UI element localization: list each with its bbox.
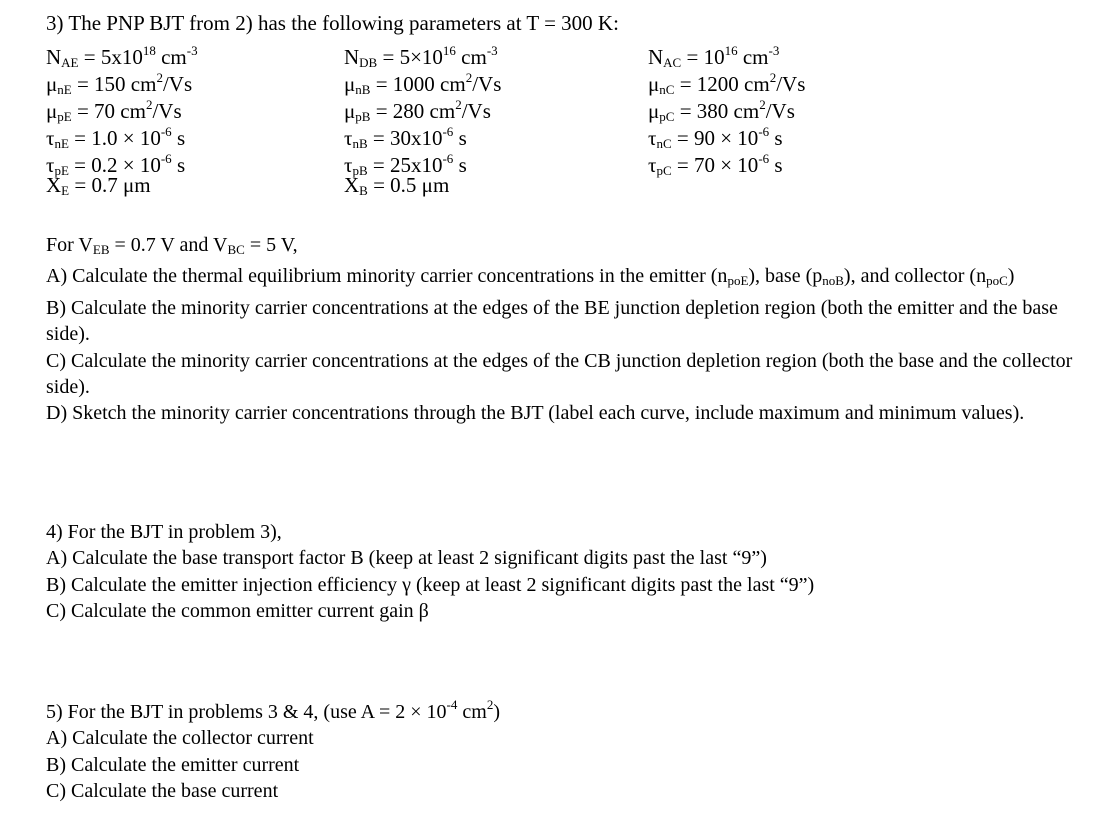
param-mupb: $\mu_{pB} = 280$ $cm^2/Vs$ <box>344 97 491 124</box>
problem3-part-c: C) Calculate the minority carrier concentrations at the edges of the CB junction depletion region (both the base and the collector side). <box>46 349 1073 399</box>
param-taupb: $\tau_{pB} = 25x10^{-6}$ s <box>344 151 467 178</box>
problem4-part-b: B) Calculate the emitter injection efficiency γ (keep at least 2 significant digits past the last “9”) <box>46 573 815 596</box>
param-xe: $X_E = 0.7$ μm <box>46 173 151 198</box>
problem5-part-b: B) Calculate the emitter current <box>46 753 300 776</box>
emitter-parameters <box>46 37 198 199</box>
param-taunb: $\tau_{nB} = 30x10^{-6}$ s <box>344 124 467 151</box>
param-taupe: $\tau_{pE} = 0.2 \times 10^{-6}$ s <box>46 151 186 178</box>
param-taune: $\tau_{nE} = 1.0 \times 10^{-6}$ s <box>46 124 186 151</box>
problem3-part-b: B) Calculate the minority carrier concentrations at the edges of the BE junction depletion region (both the emitter and the base side). <box>46 296 1058 346</box>
problem5-title: 5) For the BJT in problems 3 & 4, (use $A = 2 \times 10^{-4}$ $cm^2$) <box>46 697 500 723</box>
collector-parameters <box>648 37 806 178</box>
param-xb: $X_B = 0.5$ μm <box>344 173 450 198</box>
problem4 <box>46 519 1076 625</box>
param-mupe: $\mu_{pE} = 70$ $cm^2/Vs$ <box>46 97 182 124</box>
problem5 <box>46 692 1076 805</box>
bias-conditions: For $V_{EB} = 0.7$ V and $V_{BC} = 5$ V, <box>46 234 298 257</box>
param-nac: $N_{AC} = 10^{16}$ $cm^{-3}$ <box>648 43 780 70</box>
param-taunc: $\tau_{nC} = 90 \times 10^{-6}$ s <box>648 124 783 151</box>
base-parameters <box>344 37 501 199</box>
problem4-title: 4) For the BJT in problem 3), <box>46 521 282 543</box>
problem4-part-c: C) Calculate the common emitter current gain β <box>46 600 429 623</box>
problem3-part-a: A) Calculate the thermal equilibrium minority carrier concentrations in the emitter $(n_{poE})$, base $(p_{noB})$, and collector $(n_{poC})$ <box>46 265 1015 289</box>
problem3-questions <box>46 232 1076 427</box>
problem4-part-a: A) Calculate the base transport factor B (keep at least 2 significant digits past the last “9”) <box>46 547 767 570</box>
param-mune: $\mu_{nE} = 150$ $cm^2/Vs$ <box>46 70 193 97</box>
param-taupc: $\tau_{pC} = 70 \times 10^{-6}$ s <box>648 151 783 178</box>
param-munb: $\mu_{nB} = 1000$ $cm^2/Vs$ <box>344 70 502 97</box>
param-munc: $\mu_{nC} = 1200$ $cm^2/Vs$ <box>648 70 806 97</box>
problem3-title: 3) The PNP BJT from 2) has the following parameters at T = 300 K: <box>46 11 619 35</box>
param-ndb: $N_{DB} = 5\times 10^{16}$ $cm^{-3}$ <box>344 43 498 70</box>
document <box>46 10 1076 803</box>
parameter-table <box>46 37 1076 207</box>
problem5-part-c: C) Calculate the base current <box>46 780 279 803</box>
problem3-part-d: D) Sketch the minority carrier concentrations through the BJT (label each curve, include maximum and minimum values). <box>46 402 1025 425</box>
param-nae: $N_{AE} = 5x10^{18}$ $cm^{-3}$ <box>46 43 198 70</box>
problem5-part-a: A) Calculate the collector current <box>46 727 314 750</box>
param-mupc: $\mu_{pC} = 380$ $cm^2/Vs$ <box>648 97 795 124</box>
